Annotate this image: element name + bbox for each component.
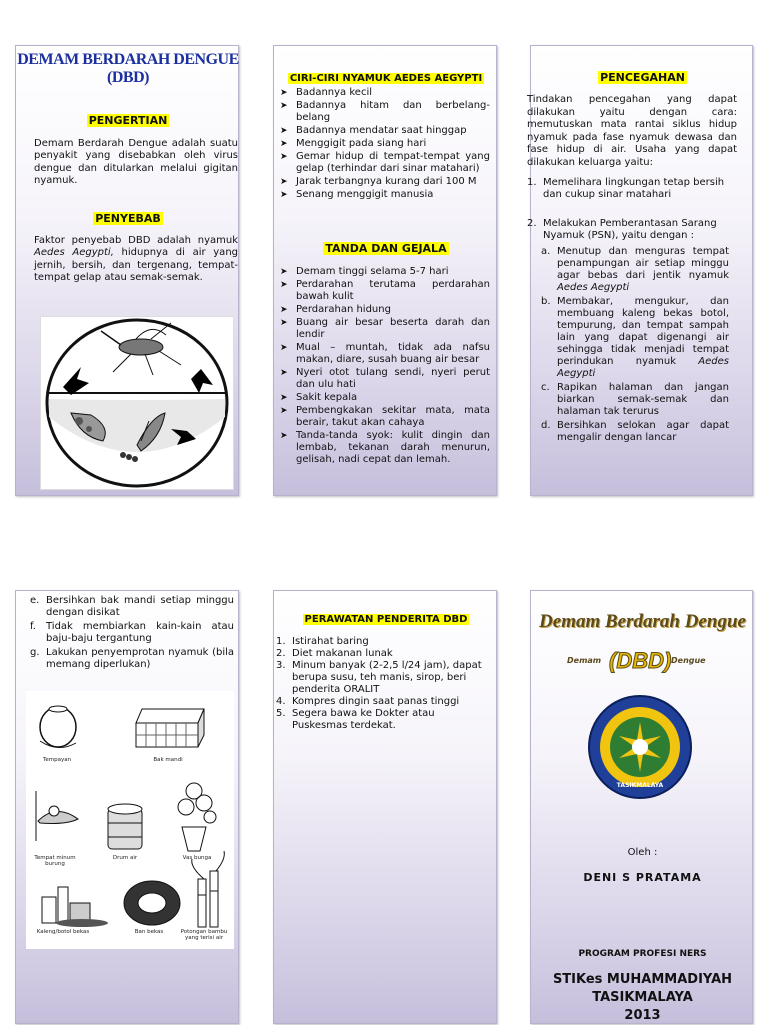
- list-item: [527, 177, 739, 201]
- title-line-2: (DBD): [107, 69, 149, 86]
- list-number: 3.: [276, 660, 286, 671]
- arrow-bullet-icon: ➤: [280, 406, 288, 416]
- arrow-bullet-icon: ➤: [280, 280, 288, 290]
- list-item-italic: Aedes Aegypti: [557, 282, 630, 293]
- list-item-text: Minum banyak (2-2,5 l/24 jam), dapat berupa susu, teh manis, sirop, beri penderita ORALIT: [292, 660, 482, 695]
- list-item-text: Badannya mendatar saat hinggap: [296, 125, 467, 136]
- cover-title: Demam Berdarah Dengue: [539, 611, 746, 632]
- list-item: [278, 138, 490, 150]
- list-item-text: Senang menggigit manusia: [296, 189, 434, 200]
- arrow-bullet-icon: ➤: [280, 126, 288, 136]
- caption-ban: Ban bekas: [134, 929, 164, 935]
- leaflet-title: [16, 51, 240, 87]
- title-line-1: DEMAM BERDARAH DENGUE: [17, 51, 239, 68]
- list-item: [527, 218, 739, 242]
- list-item: [276, 708, 488, 732]
- heading-perawatan: PERAWATAN PENDERITA DBD: [304, 614, 468, 625]
- list-item: [278, 342, 490, 366]
- list-item: [278, 392, 490, 404]
- heading-ciri-ciri: CIRI-CIRI NYAMUK AEDES AEGYPTI: [289, 73, 483, 84]
- list-item-text: Badannya hitam dan berbelang-belang: [296, 100, 490, 123]
- cover-school-line2: TASIKMALAYA: [592, 990, 693, 1005]
- cover-oleh: Oleh :: [627, 847, 658, 858]
- list-item: [278, 317, 490, 341]
- list-number: 2.: [276, 648, 286, 659]
- arrow-bullet-icon: ➤: [280, 101, 288, 111]
- list-number: 5.: [276, 708, 286, 719]
- penyebab-text: [34, 235, 238, 285]
- arrow-bullet-icon: ➤: [280, 267, 288, 277]
- arrow-bullet-icon: ➤: [280, 305, 288, 315]
- pencegahan-intro: Tindakan pencegahan yang dapat dilakukan yaitu dengan cara: memutuskan mata rantai siklus hidup nyamuk pada fase nyamuk dewasa dan fase hidup di air. Usaha yang dapat dilakukan keluarga yaitu:: [527, 94, 737, 168]
- list-number: 2.: [527, 218, 537, 229]
- cover-sub-demam: Demam: [567, 656, 602, 665]
- list-item: [527, 382, 729, 418]
- list-item: [527, 246, 729, 294]
- caption-tempat-minum: Tempat minum burung: [34, 855, 76, 867]
- list-item-text: Gemar hidup di tempat-tempat yang gelap (terhindar dari sinar matahari): [296, 151, 490, 174]
- list-item-text: Kompres dingin saat panas tinggi: [292, 696, 460, 707]
- list-letter: f.: [30, 621, 36, 632]
- list-item: [278, 405, 490, 429]
- list-item: [527, 420, 729, 444]
- jar-icon: [40, 706, 76, 748]
- penyebab-post: hidupnya di air yang jernih, bersih, dan tergenang, tempat-tempat gelap atau semak-semak.: [34, 247, 238, 284]
- cover-year: 2013: [624, 1008, 661, 1023]
- list-item: [278, 430, 490, 466]
- arrow-bullet-icon: ➤: [280, 431, 288, 441]
- list-item-text: Badannya kecil: [296, 87, 373, 98]
- arrow-bullet-icon: ➤: [280, 368, 288, 378]
- stikes-logo: [585, 692, 695, 802]
- list-item: [278, 87, 490, 99]
- caption-bambu: Potongan bambu yang terisi air: [180, 929, 228, 941]
- list-item-text: Lakukan penyemprotan nyamuk (bila memang diperlukan): [46, 647, 234, 670]
- penyebab-italic: Aedes Aegypti,: [34, 247, 114, 259]
- list-letter: g.: [30, 647, 40, 658]
- list-item-text: Membakar, mengukur, dan membuang kaleng bekas botol, tempurung, dan tempat sampah lain yang dapat digenangi air sehingga tidak menjadi tempat perindukan nyamuk: [557, 296, 729, 367]
- tanda-list: [278, 266, 490, 467]
- list-letter: a.: [541, 246, 551, 257]
- panel-ciri-ciri: [273, 45, 497, 496]
- breeding-places-illustration: [26, 691, 234, 949]
- list-item-text: Perdarahan hidung: [296, 304, 391, 315]
- cover-program: PROGRAM PROFESI NERS: [578, 949, 707, 959]
- list-item: [16, 595, 234, 619]
- list-number: 4.: [276, 696, 286, 707]
- list-item: [276, 696, 488, 708]
- arrow-bullet-icon: ➤: [280, 177, 288, 187]
- perawatan-list: [276, 636, 488, 732]
- list-item-text: Demam tinggi selama 5-7 hari: [296, 266, 449, 277]
- list-item: [527, 296, 729, 380]
- mosquito-lifecycle-illustration: [40, 316, 234, 490]
- cover-subtitle: [531, 646, 754, 682]
- pencegahan-sublist-cont: [16, 595, 234, 673]
- list-item-text: Menutup dan menguras tempat penampungan air setiap minggu agar bebas dari jentik nyamuk: [557, 246, 729, 281]
- list-item-text: Istirahat baring: [292, 636, 369, 647]
- list-item-text: Melakukan Pemberantasan Sarang Nyamuk (PSN), yaitu dengan :: [543, 218, 717, 241]
- list-item: [16, 647, 234, 671]
- cans-bottles-icon: [42, 887, 108, 927]
- list-item-text: Buang air besar beserta darah dan lendir: [296, 317, 490, 340]
- penyebab-pre: Faktor penyebab DBD adalah nyamuk: [34, 235, 238, 246]
- list-item: [278, 304, 490, 316]
- list-item: [278, 100, 490, 124]
- list-number: 1.: [276, 636, 286, 647]
- arrow-bullet-icon: ➤: [280, 318, 288, 328]
- list-letter: e.: [30, 595, 40, 606]
- bathtub-icon: [136, 709, 204, 747]
- panel-pengertian: [15, 45, 239, 496]
- list-item-text: Diet makanan lunak: [292, 648, 393, 659]
- drum-icon: [108, 804, 142, 849]
- list-item-text: Tanda-tanda syok: kulit dingin dan lembab, tekanan darah menurun, gelisah, nadi cepat dan lemah.: [296, 430, 490, 465]
- list-item: [278, 151, 490, 175]
- heading-pengertian: PENGERTIAN: [88, 114, 168, 127]
- list-item: [278, 367, 490, 391]
- list-item-text: Bersihkan bak mandi setiap minggu dengan disikat: [46, 595, 234, 618]
- caption-drum-air: Drum air: [112, 855, 138, 861]
- list-item-text: Pembengkakan sekitar mata, mata berair, takut akan cahaya: [296, 405, 490, 428]
- arrow-bullet-icon: ➤: [280, 190, 288, 200]
- pencegahan-list: [527, 177, 739, 201]
- caption-kaleng: Kaleng/botol bekas: [36, 929, 90, 935]
- caption-tempayan: Tempayan: [42, 757, 72, 763]
- cover-school-line1: STIKes MUHAMMADIYAH: [552, 972, 733, 987]
- arrow-bullet-icon: ➤: [280, 139, 288, 149]
- list-item: [16, 621, 234, 645]
- list-item-text: Segera bawa ke Dokter atau Puskesmas terdekat.: [292, 708, 435, 731]
- heading-tanda-gejala: TANDA DAN GEJALA: [325, 242, 447, 255]
- list-number: 1.: [527, 177, 537, 188]
- list-item-text: Nyeri otot tulang sendi, nyeri perut dan ulu hati: [296, 367, 490, 390]
- list-letter: b.: [541, 296, 551, 307]
- list-item: [276, 648, 488, 660]
- cover-sub-dengue: Dengue: [671, 656, 706, 665]
- arrow-bullet-icon: ➤: [280, 152, 288, 162]
- arrow-bullet-icon: ➤: [280, 343, 288, 353]
- list-item: [278, 125, 490, 137]
- flower-vase-icon: [178, 783, 216, 851]
- ciri-list: [278, 87, 490, 202]
- list-item: [276, 660, 488, 696]
- list-item: [278, 266, 490, 278]
- heading-penyebab: PENYEBAB: [95, 212, 161, 225]
- list-letter: c.: [541, 382, 550, 393]
- panel-pencegahan-lanjutan: [15, 590, 239, 1024]
- caption-bak-mandi: Bak mandi: [153, 757, 183, 763]
- pengertian-text: Demam Berdarah Dengue adalah suatu penyakit yang disebabkan oleh virus dengue dan ditularkan melalui gigitan nyamuk.: [34, 138, 238, 187]
- list-item-text: Jarak terbangnya kurang dari 100 M: [296, 176, 477, 187]
- list-item-text: Rapikan halaman dan jangan biarkan semak-semak dan halaman tak terurus: [557, 382, 729, 417]
- list-item: [276, 636, 488, 648]
- panel-pencegahan: [527, 45, 753, 496]
- logo-text: TASIKMALAYA: [616, 782, 664, 789]
- list-item-text: Mual – muntah, tidak ada nafsu makan, diare, susah buang air besar: [296, 342, 490, 365]
- psn-sublist: [527, 246, 729, 446]
- list-item-text: Perdarahan terutama perdarahan bawah kulit: [296, 279, 490, 302]
- tire-icon: [124, 881, 180, 925]
- list-item-text: Tidak membiarkan kain-kain atau baju-baju tergantung: [46, 621, 234, 644]
- cover-sub-dbd: (DBD): [609, 648, 672, 673]
- cover-school: [531, 971, 754, 1025]
- list-item-text: Menggigit pada siang hari: [296, 138, 427, 149]
- list-item: [278, 176, 490, 188]
- panel-perawatan: [273, 590, 497, 1024]
- list-item-text: Memelihara lingkungan tetap bersih dan cukup sinar matahari: [543, 177, 725, 200]
- list-letter: d.: [541, 420, 551, 431]
- list-item-text: Sakit kepala: [296, 392, 358, 403]
- arrow-bullet-icon: ➤: [280, 393, 288, 403]
- caption-vas-bunga: Vas bunga: [182, 855, 212, 861]
- panel-cover: [530, 590, 753, 1024]
- bamboo-icon: [192, 851, 225, 927]
- arrow-bullet-icon: ➤: [280, 88, 288, 98]
- bird-feeder-icon: [36, 791, 78, 841]
- list-item: [278, 279, 490, 303]
- psn-list: [527, 218, 739, 242]
- list-item: [278, 189, 490, 201]
- list-item-text: Bersihkan selokan agar dapat mengalir dengan lancar: [557, 420, 729, 443]
- cover-author: DENI S PRATAMA: [583, 871, 702, 884]
- list-item-italic: Aedes Aegypti: [557, 356, 729, 379]
- heading-pencegahan: PENCEGAHAN: [600, 71, 685, 84]
